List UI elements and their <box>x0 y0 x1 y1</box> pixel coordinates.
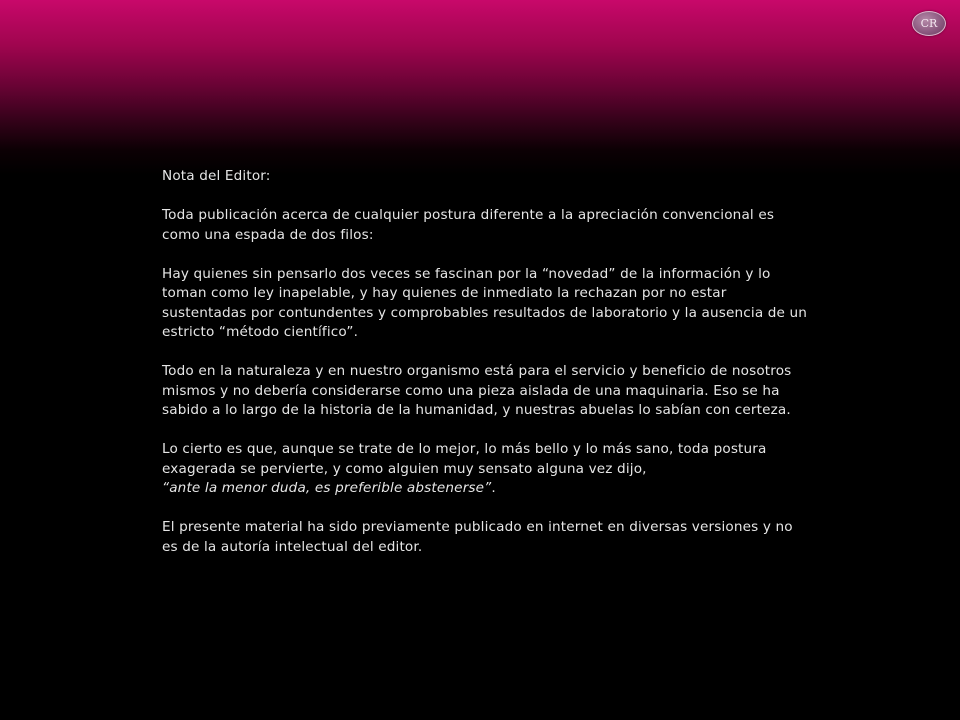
note-paragraph-2: Hay quienes sin pensarlo dos veces se fascinan por la “novedad” de la información y lo toman como ley inapelable, y hay quienes de inmediato la rechazan por no estar sustentadas por contundentes y comprobables resultados de laboratorio y la ausencia de un estricto “método científico”. <box>162 265 808 340</box>
note-paragraph-3: Todo en la naturaleza y en nuestro organismo está para el servicio y beneficio de nosotros mismos y no debería considerarse como una pieza aislada de una maquinaria. Eso se ha sabido a lo largo de la historia de la humanidad, y nuestras abuelas lo sabían con certeza. <box>162 363 792 418</box>
note-quote: “ante la menor duda, es preferible abstenerse” <box>162 480 492 496</box>
note-paragraph-5: El presente material ha sido previamente publicado en internet en diversas versiones y no es de la autoría intelectual del editor. <box>162 519 793 555</box>
note-paragraph-4-end: . <box>491 480 496 496</box>
cr-logo <box>912 11 946 36</box>
note-paragraph-4 <box>162 440 812 499</box>
logo-text: CR <box>920 17 938 30</box>
note-title: Nota del Editor: <box>162 168 271 184</box>
editor-note <box>162 167 812 577</box>
note-paragraph-4-text: Lo cierto es que, aunque se trate de lo mejor, lo más bello y lo más sano, toda postura exagerada se pervierte, y como alguien muy sensato alguna vez dijo, <box>162 441 767 477</box>
note-paragraph-1: Toda publicación acerca de cualquier postura diferente a la apreciación convencional es como una espada de dos filos: <box>162 207 775 243</box>
